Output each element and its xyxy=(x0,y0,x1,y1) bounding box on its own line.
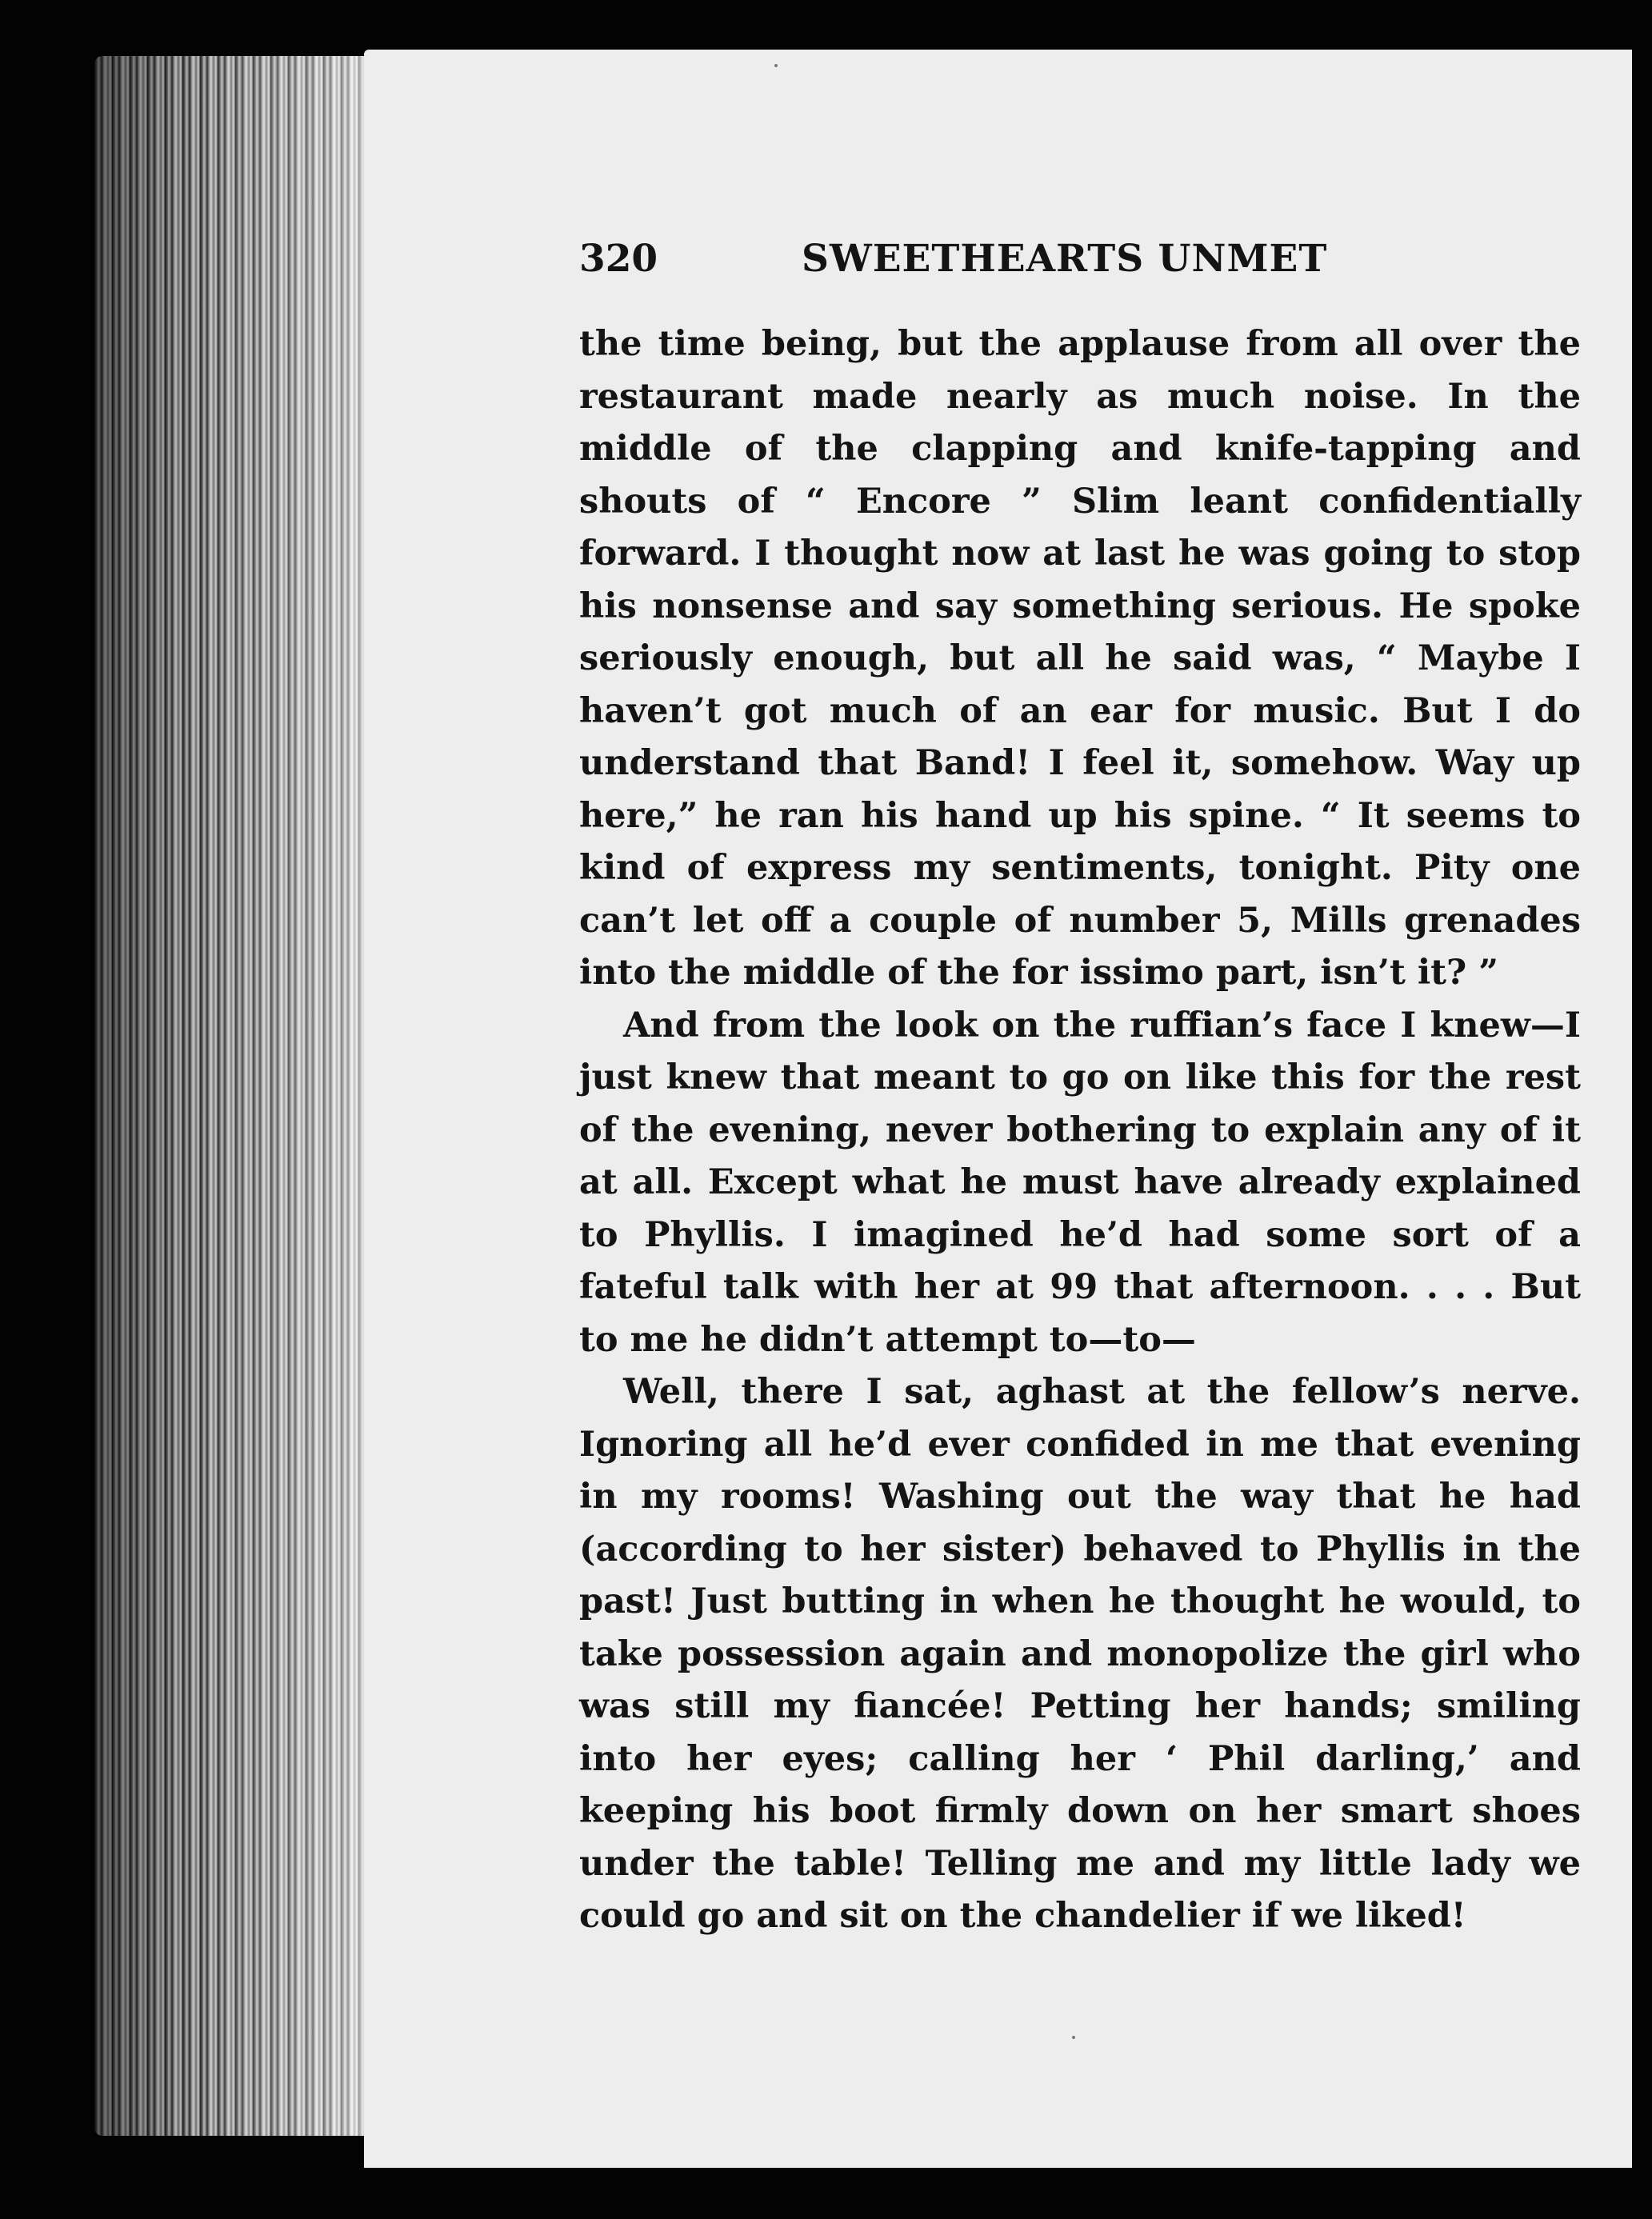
page-edges xyxy=(94,56,370,2136)
page-number: 320 xyxy=(579,237,658,281)
paragraph-3: Well, there I sat, aghast at the fellow’s nerve. Ignoring all he’d ever confided in me that evening in my rooms! Washing out the way that he had (according to her sister) behaved to Phyllis in the past! Just butting in when he thought he would, to take possession again and monopolize the girl who was still my fiancée! Petting her hands; smiling into her eyes; calling her ‘ Phil darling,’ and keeping his boot firmly down on her smart shoes under the table! Telling me and my little lady we could go and sit on the chandelier if we liked! xyxy=(579,1372,1581,1936)
dust-speck xyxy=(1072,2036,1075,2039)
running-title: SWEETHEARTS UNMET xyxy=(802,237,1328,281)
body-text xyxy=(579,318,1581,1943)
page-header xyxy=(579,237,1379,293)
paragraph-2: And from the look on the ruffian’s face I knew—I just knew that meant to go on like this for the rest of the evening, never bothering to explain any of it at all. Except what he must have already explained to Phyllis. I imagined he’d had some sort of a fateful talk with her at 99 that afternoon. . . . But to me he didn’t attempt to—to— xyxy=(579,1005,1581,1360)
paragraph-1: the time being, but the applause from all over the restaurant made nearly as much noise. In the middle of the clapping and knife-tapping and shouts of “ Encore ” Slim leant confidentially forward. I thought now at last he was going to stop his nonsense and say something serious. He spoke seriously enough, but all he said was, “ Maybe I haven’t got much of an ear for music. But I do understand that Band! I feel it, somehow. Way up here,” he ran his hand up his spine. “ It seems to kind of express my sentiments, tonight. Pity one can’t let off a couple of number 5, Mills grenades into the middle of the for issimo part, isn’t it? ” xyxy=(579,324,1581,993)
dust-speck xyxy=(774,64,778,67)
